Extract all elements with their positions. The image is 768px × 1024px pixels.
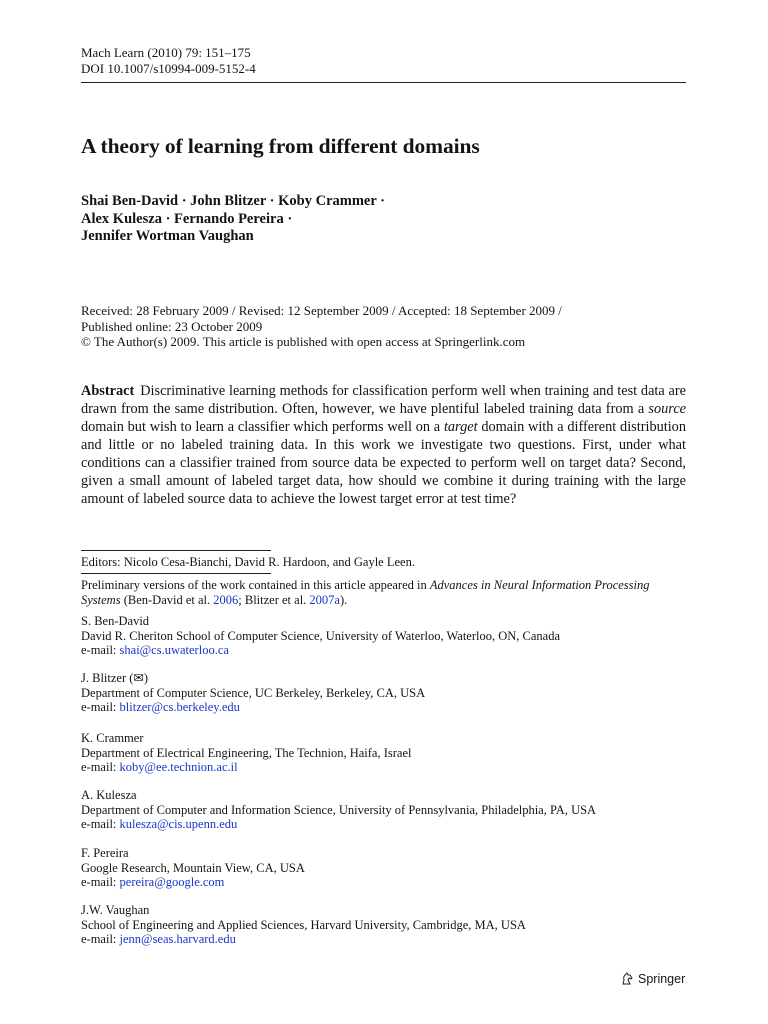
abstract-text: Discriminative learning methods for classification perform well when training and test data are drawn from the same distribution. Often, however, we have plentiful labeled training data from a xyxy=(81,383,686,417)
paper-title: A theory of learning from different domains xyxy=(81,134,480,158)
author-department: School of Engineering and Applied Sciences, Harvard University, Cambridge, MA, USA xyxy=(81,917,526,932)
author-line: Jennifer Wortman Vaughan xyxy=(81,228,254,244)
published-online: Published online: 23 October 2009 xyxy=(81,318,263,334)
author-name: K. Crammer xyxy=(81,731,144,745)
author-department: Department of Computer Science, UC Berkeley, Berkeley, CA, USA xyxy=(81,685,426,700)
affiliation-kulesza xyxy=(81,788,596,832)
prelim-venue: Advances in Neural Information Processing Systems xyxy=(81,578,650,607)
author-department: David R. Cheriton School of Computer Science, University of Waterloo, Waterloo, ON, Canada xyxy=(81,628,561,643)
author-line: Alex Kulesza · Fernando Pereira · xyxy=(81,210,293,227)
email-label: e-mail: xyxy=(81,932,117,946)
author-name: F. Pereira xyxy=(81,846,129,860)
author-line: Shai Ben-David · John Blitzer · Koby Crammer · xyxy=(81,193,385,209)
abstract-heading: Abstract xyxy=(81,383,135,399)
affiliation-vaughan xyxy=(81,903,526,947)
email-link[interactable]: kulesza@cis.upenn.edu xyxy=(119,817,238,831)
author-name: J.W. Vaughan xyxy=(81,903,150,917)
prelim-text: Preliminary versions of the work contained in this article appeared in xyxy=(81,578,427,592)
email-line xyxy=(81,817,596,832)
abstract-text: domain with a different distribution and little or no labeled training data. In this work we investigate two questions. First, under what conditions can a classifier trained from source data be expected to perform well on target data? Second, given a small amount of labeled target data, how should we combine it during training with the large amount of labeled source data to achieve the lowest target error at test time? xyxy=(81,419,686,507)
email-line xyxy=(81,760,411,775)
preliminary-versions-note xyxy=(81,578,686,608)
email-link[interactable]: blitzer@cs.berkeley.edu xyxy=(119,700,240,714)
footnote-rule xyxy=(81,550,271,551)
email-link[interactable]: pereira@google.com xyxy=(119,875,225,889)
author-department: Google Research, Mountain View, CA, USA xyxy=(81,860,305,875)
publication-history xyxy=(81,303,562,350)
email-line xyxy=(81,932,526,947)
doi: DOI 10.1007/s10994-009-5152-4 xyxy=(81,61,256,76)
history-dates: Received: 28 February 2009 / Revised: 12 September 2009 / Accepted: 18 September 2009 / xyxy=(81,303,562,318)
affiliation-crammer xyxy=(81,731,411,775)
affiliation-blitzer xyxy=(81,671,425,715)
email-link[interactable]: jenn@seas.harvard.edu xyxy=(119,932,236,946)
copyright-notice: © The Author(s) 2009. This article is published with open access at Springerlink.com xyxy=(81,334,526,349)
abstract-target-term: target xyxy=(443,419,478,435)
email-link[interactable]: koby@ee.technion.ac.il xyxy=(119,760,238,774)
email-line xyxy=(81,643,560,658)
author-name: J. Blitzer (✉) xyxy=(81,671,149,685)
prelim-mid: ; Blitzer et al. xyxy=(238,593,307,607)
springer-horse-icon xyxy=(620,972,634,986)
abstract-source-term: source xyxy=(648,401,687,417)
email-label: e-mail: xyxy=(81,700,117,714)
author-list xyxy=(81,193,385,246)
affiliation-ben-david xyxy=(81,614,560,658)
email-label: e-mail: xyxy=(81,760,117,774)
author-department: Department of Computer and Information Science, University of Pennsylvania, Philadelphia, PA, USA xyxy=(81,802,597,817)
email-link[interactable]: shai@cs.uwaterloo.ca xyxy=(119,643,229,657)
journal-citation: Mach Learn (2010) 79: 151–175 xyxy=(81,45,251,60)
author-department: Department of Electrical Engineering, The Technion, Haifa, Israel xyxy=(81,745,412,760)
prelim-close: ). xyxy=(339,593,348,607)
citation-link[interactable]: 2007a xyxy=(309,593,340,607)
email-line xyxy=(81,700,425,715)
abstract xyxy=(81,382,686,508)
springer-name: Springer xyxy=(638,972,686,986)
citation-link[interactable]: 2006 xyxy=(213,593,239,607)
journal-header xyxy=(81,45,256,77)
prelim-open: (Ben-David et al. xyxy=(123,593,211,607)
email-label: e-mail: xyxy=(81,643,117,657)
author-name: S. Ben-David xyxy=(81,614,150,628)
footnote-rule xyxy=(81,573,271,574)
affiliation-pereira xyxy=(81,846,305,890)
email-line xyxy=(81,875,305,890)
springer-logo xyxy=(620,972,685,986)
editors-note: Editors: Nicolo Cesa-Bianchi, David R. Hardoon, and Gayle Leen. xyxy=(81,555,415,569)
email-label: e-mail: xyxy=(81,817,117,831)
header-rule xyxy=(81,82,686,83)
email-label: e-mail: xyxy=(81,875,117,889)
author-name: A. Kulesza xyxy=(81,788,137,802)
abstract-text: domain but wish to learn a classifier which performs well on a xyxy=(81,419,441,435)
